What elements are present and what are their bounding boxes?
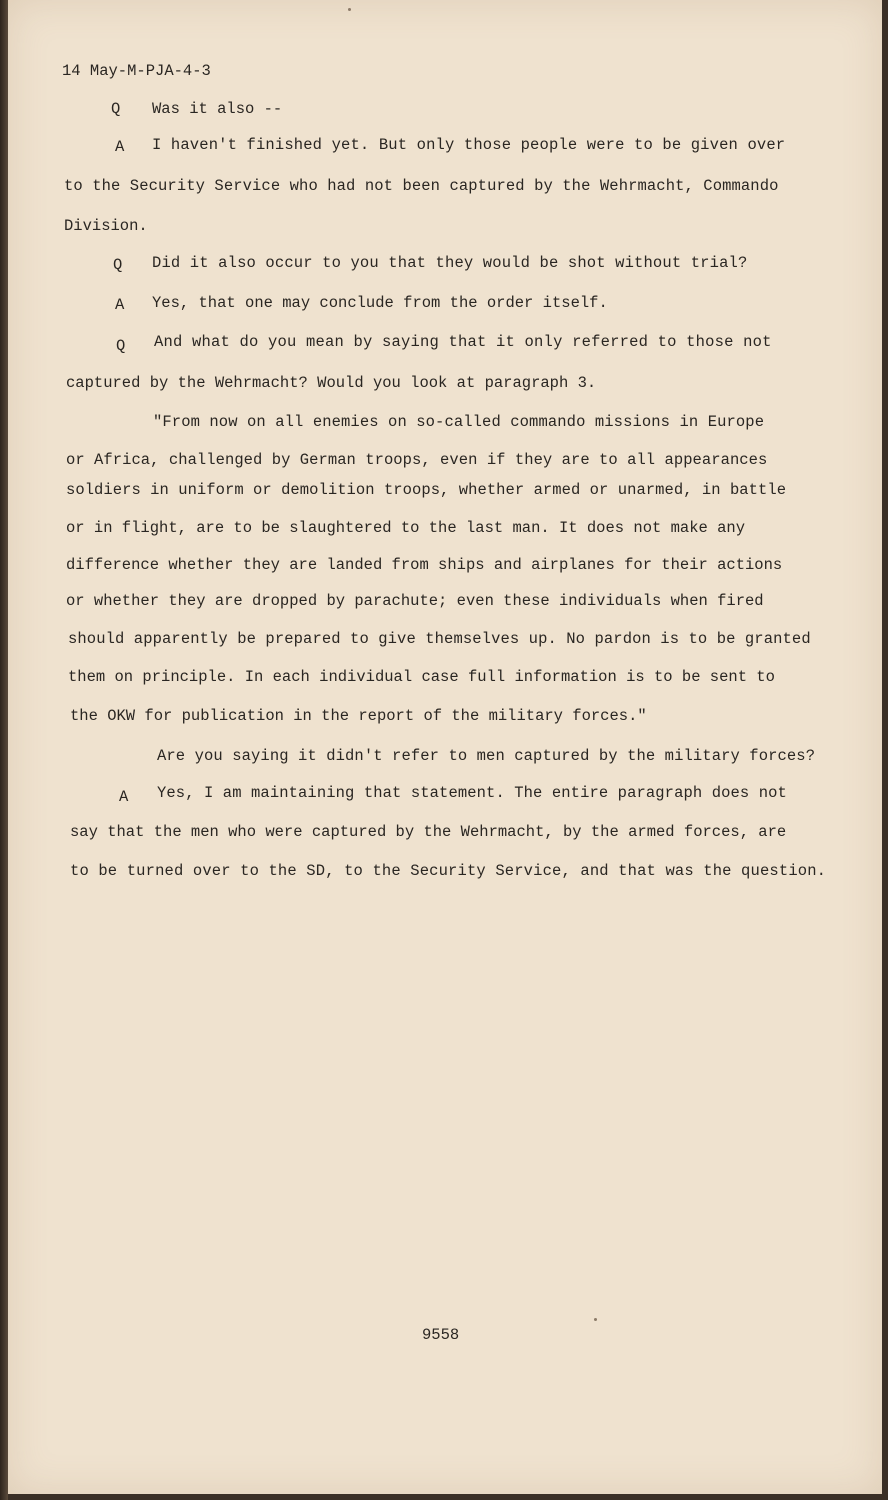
line-text: And what do you mean by saying that it only referred to those not	[154, 333, 772, 351]
line-text: captured by the Wehrmacht? Would you look at paragraph 3.	[66, 374, 597, 392]
speaker-mark: Q	[111, 100, 121, 118]
line-text: the OKW for publication in the report of the military forces."	[70, 707, 647, 725]
line-text: or in flight, are to be slaughtered to the last man. It does not make any	[66, 519, 746, 537]
line-text: soldiers in uniform or demolition troops, whether armed or unarmed, in battle	[66, 481, 787, 499]
typed-transcript-page	[8, 0, 882, 1494]
transcript-line	[66, 556, 782, 574]
transcript-line	[68, 630, 811, 648]
line-text: Yes, I am maintaining that statement. The entire paragraph does not	[157, 784, 787, 802]
transcript-line	[66, 451, 767, 469]
line-text: Division.	[64, 217, 148, 235]
line-text: Did it also occur to you that they would be shot without trial?	[152, 254, 748, 272]
speaker-mark: A	[115, 138, 125, 156]
transcript-line	[152, 100, 282, 118]
line-text: say that the men who were captured by the Wehrmacht, by the armed forces, are	[70, 823, 787, 841]
transcript-line	[119, 788, 128, 806]
line-text: Are you saying it didn't refer to men captured by the military forces?	[157, 747, 816, 765]
transcript-line	[64, 217, 148, 235]
transcript-line	[68, 668, 775, 686]
transcript-line	[70, 862, 826, 880]
line-text: or Africa, challenged by German troops, even if they are to all appearances	[66, 451, 768, 469]
transcript-line	[116, 337, 125, 355]
paper-speck	[594, 1318, 597, 1321]
line-text: to be turned over to the SD, to the Security Service, and that was the question.	[70, 862, 827, 880]
speaker-mark: A	[115, 296, 125, 314]
line-text: to the Security Service who had not been captured by the Wehrmacht, Commando	[64, 177, 779, 195]
binding-edge	[0, 0, 8, 1500]
line-text: "From now on all enemies on so-called commando missions in Europe	[153, 413, 765, 431]
paper-speck	[348, 8, 351, 11]
transcript-line	[157, 784, 787, 802]
speaker-mark: Q	[116, 337, 126, 355]
page-number: 9558	[422, 1326, 460, 1344]
transcript-line	[66, 374, 596, 392]
transcript-line	[111, 100, 120, 118]
transcript-line	[66, 519, 745, 537]
speaker-mark: A	[119, 788, 129, 806]
transcript-line	[70, 707, 647, 725]
transcript-line	[115, 296, 124, 314]
transcript-line	[66, 481, 786, 499]
line-text: difference whether they are landed from ships and airplanes for their actions	[66, 556, 783, 574]
transcript-line	[153, 413, 764, 431]
transcript-line	[70, 823, 786, 841]
line-text: them on principle. In each individual case full information is to be sent to	[68, 668, 775, 686]
transcript-line	[152, 136, 785, 154]
page-header: 14 May-M-PJA-4-3	[62, 62, 211, 80]
transcript-line	[66, 592, 764, 610]
transcript-line	[154, 333, 772, 351]
line-text: Was it also --	[152, 100, 283, 118]
transcript-line	[152, 254, 747, 272]
line-text: Yes, that one may conclude from the order itself.	[152, 294, 608, 312]
line-text: I haven't finished yet. But only those people were to be given over	[152, 136, 786, 154]
transcript-line	[152, 294, 608, 312]
transcript-line	[157, 747, 815, 765]
speaker-mark: Q	[113, 256, 123, 274]
line-text: should apparently be prepared to give themselves up. No pardon is to be granted	[68, 630, 811, 648]
transcript-line	[115, 138, 124, 156]
transcript-line	[64, 177, 779, 195]
transcript-line	[113, 256, 122, 274]
line-text: or whether they are dropped by parachute; even these individuals when fired	[66, 592, 764, 610]
